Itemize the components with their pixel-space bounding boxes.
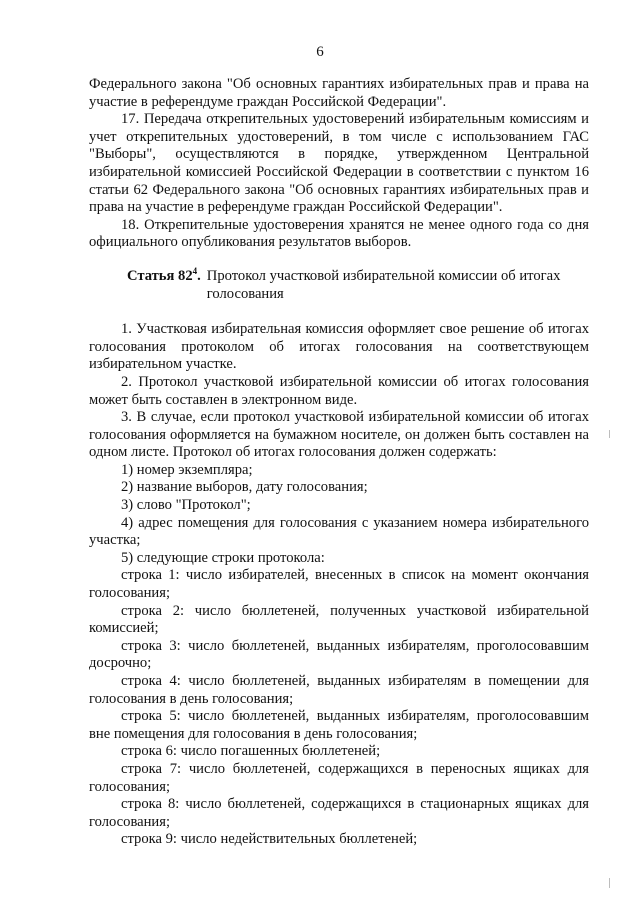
protocol-line-7: строка 7: число бюллетеней, содержащихся в переносных ящиках для голосования; — [89, 760, 589, 795]
protocol-line-8: строка 8: число бюллетеней, содержащихся в стационарных ящиках для голосования; — [89, 796, 589, 830]
paragraph-point-1: 1. Участковая избирательная комиссия оформляет свое решение об итогах голосования протоколом об итогах голосования на соответствующем избирательном участке. — [89, 321, 589, 373]
paragraph-item-18: 18. Открепительные удостоверения хранятся не менее одного года со дня официального опубликования результатов выборов. — [89, 216, 589, 251]
protocol-line-1: строка 1: число избирателей, внесенных в список на момент окончания голосования; — [89, 567, 589, 602]
article-title: Протокол участковой избирательной комиссии об итогах голосования — [206, 267, 561, 302]
scan-edge-mark — [609, 430, 610, 438]
document-body — [89, 76, 589, 849]
paragraph-point-2: 2. Протокол участковой избирательной комиссии об итогах голосования может быть составлен в электронном виде. — [89, 373, 589, 408]
protocol-line-9: строка 9: число недействительных бюллетеней; — [121, 831, 418, 848]
article-number: Статья $82^4$. — [127, 266, 201, 284]
page-number: 6 — [316, 44, 324, 60]
list-item-protocol-lines: 5) следующие строки протокола: — [121, 549, 325, 566]
article-heading — [127, 268, 589, 303]
list-item-election-name: 2) название выборов, дату голосования; — [121, 479, 368, 496]
paragraph-item-17: 17. Передача открепительных удостоверений избирательным комиссиям и учет открепительных удостоверений, в том числе с использованием ГАС "Выборы", осуществляются в порядке, утвержденном Центральной избирательной комиссией Российской Федерации в соответствии с пунктом 16 статьи 62 Федерального закона "Об основных гарантиях избирательных прав и права на участие в референдуме граждан Российской Федерации". — [89, 111, 589, 216]
list-item-address: 4) адрес помещения для голосования с указанием номера избирательного участка; — [89, 514, 589, 549]
list-item-copy-number: 1) номер экземпляра; — [121, 461, 253, 478]
scan-edge-mark — [609, 878, 610, 888]
protocol-line-5: строка 5: число бюллетеней, выданных избирателям, проголосовавшим вне помещения для голосования в день голосования; — [89, 708, 589, 742]
paragraph-law-title-continuation: Федерального закона "Об основных гарантиях избирательных прав и права на участие в референдуме граждан Российской Федерации". — [89, 76, 589, 110]
protocol-line-6: строка 6: число погашенных бюллетеней; — [121, 743, 381, 760]
paragraph-point-3: 3. В случае, если протокол участковой избирательной комиссии об итогах голосования оформляется на бумажном носителе, он должен быть составлен на одном листе. Протокол об итогах голосования должен содержать: — [89, 409, 589, 461]
protocol-line-2: строка 2: число бюллетеней, полученных участковой избирательной комиссией; — [89, 602, 589, 637]
list-item-word-protocol: 3) слово "Протокол"; — [121, 497, 251, 514]
protocol-line-4: строка 4: число бюллетеней, выданных избирателям в помещении для голосования в день голосования; — [89, 673, 589, 707]
protocol-line-3: строка 3: число бюллетеней, выданных избирателям, проголосовавшим досрочно; — [89, 637, 589, 672]
